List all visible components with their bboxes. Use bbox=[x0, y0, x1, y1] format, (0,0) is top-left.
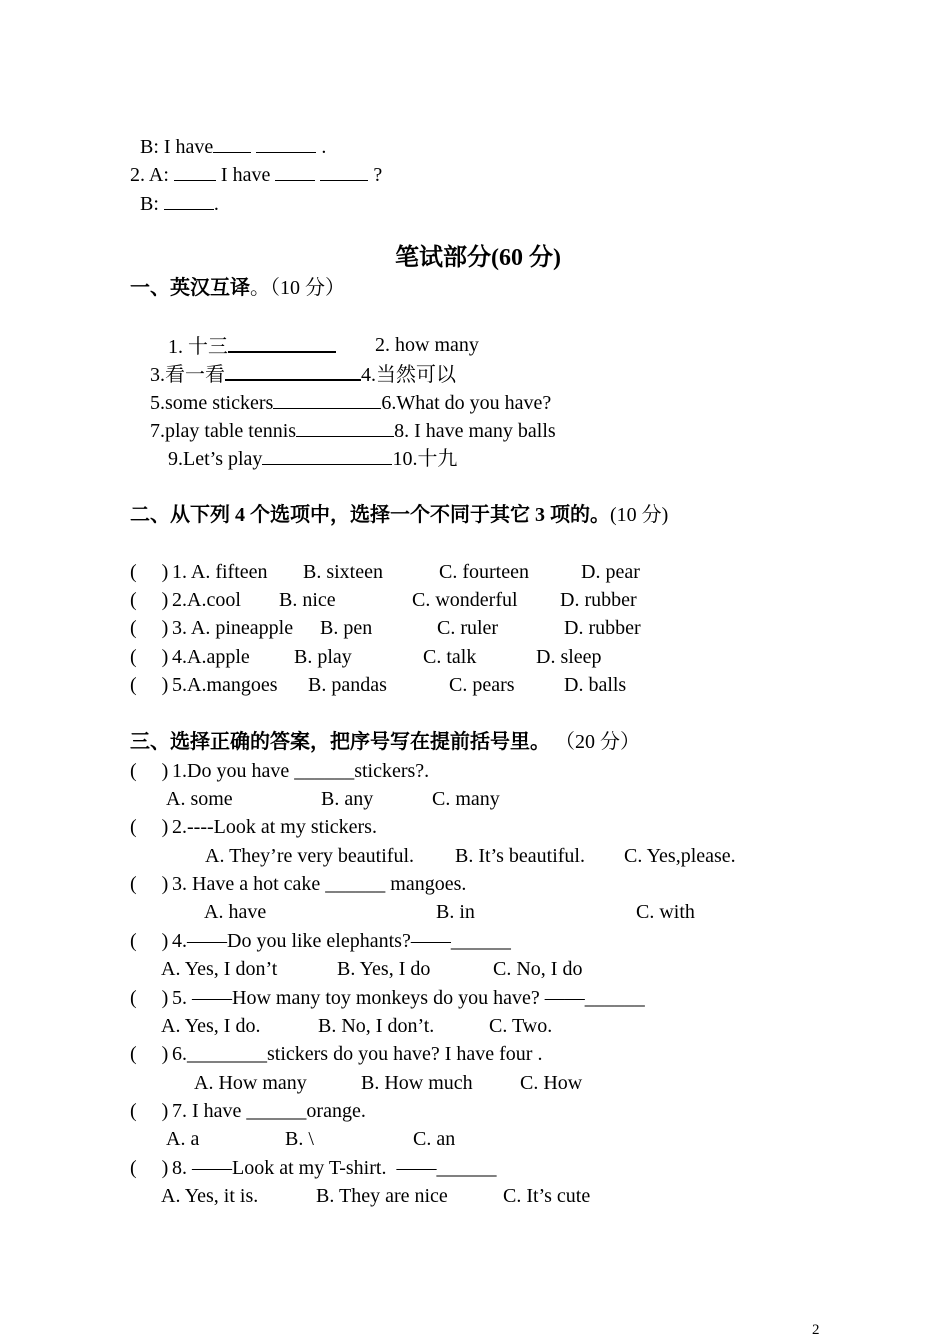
translate-item: 5.some stickers bbox=[150, 392, 274, 414]
option-c: C. talk bbox=[423, 646, 477, 668]
translate-item: 9.Let’s play bbox=[168, 448, 263, 470]
option-c: C. Yes,please. bbox=[624, 845, 736, 867]
option-c: C. Two. bbox=[489, 1015, 553, 1037]
option-b: B. nice bbox=[279, 589, 336, 611]
option-b: B. Yes, I do bbox=[337, 958, 431, 980]
option-d: D. sleep bbox=[536, 646, 602, 668]
dialog-text: B: bbox=[140, 193, 164, 215]
question-text: 6.________stickers do you have? I have four . bbox=[172, 1043, 543, 1065]
option-d: D. balls bbox=[564, 674, 627, 696]
section-1-heading bbox=[130, 276, 345, 300]
option-c: C. with bbox=[636, 901, 695, 923]
page-title: 笔试部分(60 分) bbox=[395, 245, 561, 271]
dialog-text: ? bbox=[368, 164, 383, 186]
translate-item: 6.What do you have? bbox=[381, 392, 552, 414]
translate-row bbox=[150, 390, 551, 415]
option-a: 1. A. fifteen bbox=[172, 561, 268, 583]
dialog-line-1 bbox=[140, 134, 326, 159]
option-b: B. sixteen bbox=[303, 561, 383, 583]
option-a: 4.A.apple bbox=[172, 646, 250, 668]
option-b: B. any bbox=[321, 788, 374, 810]
answer-paren: ( ) bbox=[130, 1043, 169, 1065]
translate-row bbox=[150, 418, 556, 443]
answer-paren: ( ) bbox=[130, 987, 169, 1009]
answer-paren: ( ) bbox=[130, 646, 169, 668]
answer-blank bbox=[262, 446, 392, 465]
question-text: 1.Do you have ______stickers?. bbox=[172, 760, 430, 782]
option-c: C. No, I do bbox=[493, 958, 583, 980]
option-a: A. Yes, I do. bbox=[161, 1015, 261, 1037]
answer-blank bbox=[164, 191, 214, 210]
dialog-line-3 bbox=[140, 191, 219, 216]
answer-paren: ( ) bbox=[130, 930, 169, 952]
option-b: B. pen bbox=[320, 617, 373, 639]
page-number: 2 bbox=[812, 1322, 820, 1338]
translate-row bbox=[150, 361, 456, 387]
option-a: 2.A.cool bbox=[172, 589, 241, 611]
option-d: D. rubber bbox=[560, 589, 637, 611]
option-a: A. How many bbox=[194, 1072, 307, 1094]
translate-item: 2. how many bbox=[375, 334, 479, 356]
option-b: B. They are nice bbox=[316, 1185, 448, 1207]
dialog-text: 2. A: bbox=[130, 164, 174, 186]
option-a: 3. A. pineapple bbox=[172, 617, 294, 639]
dialog-text: B: I have bbox=[140, 136, 214, 158]
answer-paren: ( ) bbox=[130, 617, 169, 639]
translate-item: 3.看一看 bbox=[150, 364, 225, 386]
option-d: D. pear bbox=[581, 561, 640, 583]
translate-item: 4.当然可以 bbox=[361, 364, 456, 386]
translate-item: 10.十九 bbox=[392, 448, 458, 470]
question-text: 3. Have a hot cake ______ mangoes. bbox=[172, 873, 467, 895]
option-b: B. play bbox=[294, 646, 352, 668]
question-text: 8. ——Look at my T-shirt. ——______ bbox=[172, 1157, 497, 1179]
option-d: D. rubber bbox=[564, 617, 641, 639]
option-a: A. They’re very beautiful. bbox=[205, 845, 414, 867]
answer-paren: ( ) bbox=[130, 674, 169, 696]
answer-blank bbox=[213, 134, 251, 153]
answer-paren: ( ) bbox=[130, 589, 169, 611]
heading-text: 一、英汉互译 bbox=[130, 277, 250, 299]
option-b: B. \ bbox=[285, 1128, 314, 1150]
option-c: C. many bbox=[432, 788, 500, 810]
section-2-heading bbox=[130, 503, 668, 527]
answer-paren: ( ) bbox=[130, 760, 169, 782]
section-3-heading bbox=[130, 730, 640, 754]
question-text: 4.——Do you like elephants?——______ bbox=[172, 930, 511, 952]
answer-paren: ( ) bbox=[130, 816, 169, 838]
option-a: 5.A.mangoes bbox=[172, 674, 278, 696]
option-a: A. Yes, it is. bbox=[161, 1185, 259, 1207]
heading-text: 二、从下列 4 个选项中，选择一个不同于其它 3 项的。 bbox=[130, 504, 610, 526]
option-a: A. have bbox=[204, 901, 267, 923]
option-b: B. No, I don’t. bbox=[318, 1015, 435, 1037]
translate-item: 1. 十三 bbox=[168, 336, 228, 358]
dialog-text: . bbox=[316, 136, 327, 158]
answer-blank bbox=[228, 333, 336, 353]
points-label: (10 分) bbox=[610, 504, 669, 526]
option-c: C. ruler bbox=[437, 617, 499, 639]
translate-item: 7.play table tennis bbox=[150, 420, 297, 442]
option-c: C. fourteen bbox=[439, 561, 529, 583]
answer-blank bbox=[273, 390, 381, 409]
question-text: 5. ——How many toy monkeys do you have? ——______ bbox=[172, 987, 645, 1009]
option-a: A. a bbox=[166, 1128, 200, 1150]
dialog-line-2 bbox=[130, 162, 382, 187]
answer-paren: ( ) bbox=[130, 873, 169, 895]
answer-blank bbox=[275, 162, 315, 181]
option-a: A. some bbox=[166, 788, 233, 810]
answer-paren: ( ) bbox=[130, 561, 169, 583]
option-c: C. pears bbox=[449, 674, 515, 696]
answer-paren: ( ) bbox=[130, 1100, 169, 1122]
answer-blank bbox=[256, 134, 316, 153]
option-c: C. an bbox=[413, 1128, 456, 1150]
option-c: C. How bbox=[520, 1072, 583, 1094]
points-label: （20 分） bbox=[555, 731, 640, 753]
option-c: C. wonderful bbox=[412, 589, 518, 611]
translate-row bbox=[168, 446, 457, 471]
translate-item: 8. I have many balls bbox=[394, 420, 556, 442]
answer-blank bbox=[174, 162, 216, 181]
translate-row bbox=[168, 333, 336, 359]
answer-blank bbox=[320, 162, 368, 181]
dialog-text: . bbox=[213, 193, 219, 215]
question-text: 7. I have ______orange. bbox=[172, 1100, 366, 1122]
heading-dot: 。 bbox=[250, 277, 270, 299]
answer-blank bbox=[296, 418, 394, 437]
option-b: B. in bbox=[436, 901, 475, 923]
heading-text: 三、选择正确的答案，把序号写在提前括号里。 bbox=[130, 731, 550, 753]
points-label: （10 分） bbox=[270, 277, 345, 299]
question-text: 2.----Look at my stickers. bbox=[172, 816, 377, 838]
answer-paren: ( ) bbox=[130, 1157, 169, 1179]
option-c: C. It’s cute bbox=[503, 1185, 591, 1207]
option-b: B. It’s beautiful. bbox=[455, 845, 585, 867]
option-b: B. How much bbox=[361, 1072, 473, 1094]
option-a: A. Yes, I don’t bbox=[161, 958, 278, 980]
dialog-text: I have bbox=[215, 164, 276, 186]
option-b: B. pandas bbox=[308, 674, 387, 696]
answer-blank bbox=[225, 361, 361, 381]
